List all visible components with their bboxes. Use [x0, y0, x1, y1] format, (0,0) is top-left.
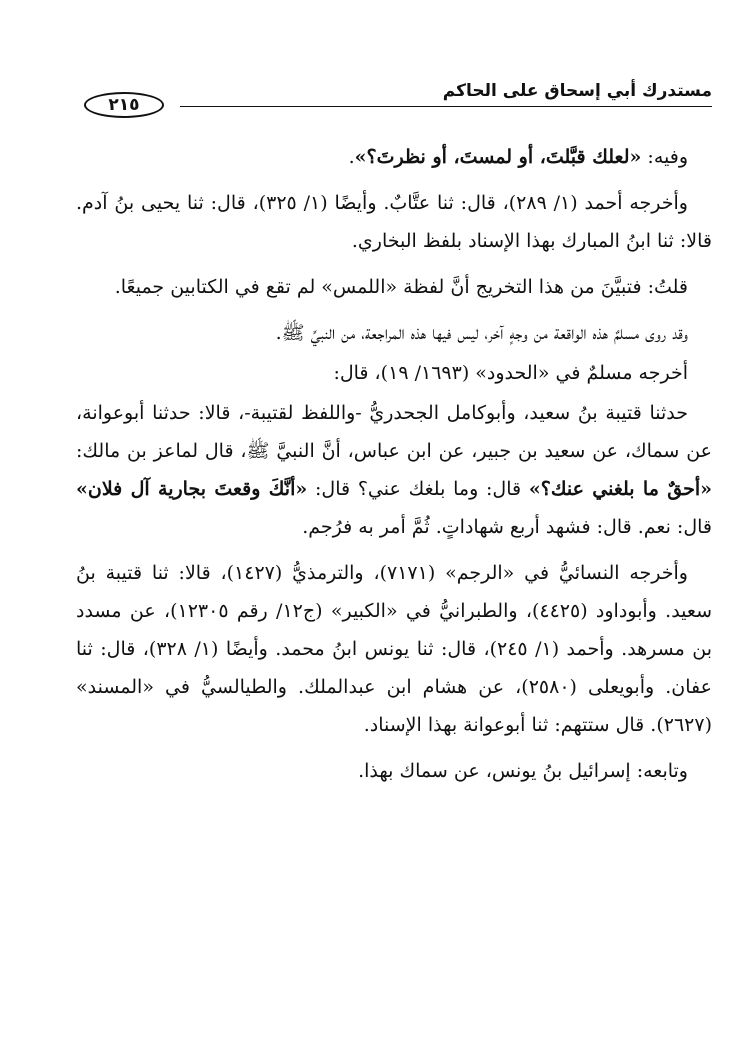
- hadith-quote: «أنَّكَ وقعتَ بجارية آل فلان»: [76, 478, 308, 500]
- header-rule: [180, 106, 712, 107]
- book-title: مستدرك أبي إسحاق على الحاكم: [442, 81, 712, 101]
- paragraph: وأخرجه أحمد (١/ ٢٨٩)، قال: ثنا عتَّابٌ. وأيضًا (١/ ٣٢٥)، قال: ثنا يحيى بنُ آدم. قالا: ثنا ابنُ المبارك بهذا الإسناد بلفظ البخاري.: [76, 192, 712, 252]
- paragraph: وقد روى مسلمٌ هذه الواقعة من وجهٍ آخر، ليس فيها هذه المراجعة، من النبيِّ ﷺ.: [275, 322, 688, 344]
- hadith-quote: «أحقٌ ما بلغني عنك؟»: [528, 478, 712, 500]
- paragraph: وأخرجه النسائيُّ في «الرجم» (٧١٧١)، والترمذيُّ (١٤٢٧)، قالا: ثنا قتيبة بنُ سعيد. وأبوداود (٤٤٢٥)، والطبرانيُّ في «الكبير» (ج١٢/ رقم ١٢٣٠٥)، عن مسدد بن مسرهد. وأحمد (١/ ٢٤٥)، قال: ثنا يونس ابنُ محمد. وأيضًا (١/ ٣٢٨)، قال: ثنا عفان. وأبويعلى (٢٥٨٠)، عن هشام ابن عبدالملك. والطيالسيُّ في «المسند» (٢٦٢٧). قال ستتهم: ثنا أبوعوانة بهذا الإسناد.: [76, 562, 712, 736]
- body-text: [76, 138, 712, 798]
- running-header: [84, 80, 712, 120]
- hadith-quote: «لعلك قبَّلتَ، أو لمستَ، أو نظرتَ؟»: [354, 146, 642, 168]
- paragraph: وفيه: «لعلك قبَّلتَ، أو لمستَ، أو نظرتَ؟».: [348, 146, 688, 168]
- paragraph: قلتُ: فتبيَّنَ من هذا التخريج أنَّ لفظة «اللمس» لم تقع في الكتابين جميعًا.: [114, 276, 688, 298]
- paragraph: حدثنا قتيبة بنُ سعيد، وأبوكامل الجحدريُّ -واللفظ لقتيبة-، قالا: حدثنا أبوعوانة، عن سماك، عن سعيد بن جبير، عن ابن عباس، أنَّ النبيَّ ﷺ، قال لماعز بن مالك: «أحقٌ ما بلغني عنك؟» قال: وما بلغك عني؟ قال: «أنَّكَ وقعتَ بجارية آل فلان» قال: نعم. قال: فشهد أربع شهاداتٍ. ثُمَّ أمر به فرُجم.: [76, 402, 712, 538]
- paragraph: أخرجه مسلمٌ في «الحدود» (١٦٩٣/ ١٩)، قال:: [333, 362, 688, 384]
- paragraph: وتابعه: إسرائيل بنُ يونس، عن سماك بهذا.: [358, 760, 688, 782]
- page-number: ٢١٥: [84, 92, 164, 118]
